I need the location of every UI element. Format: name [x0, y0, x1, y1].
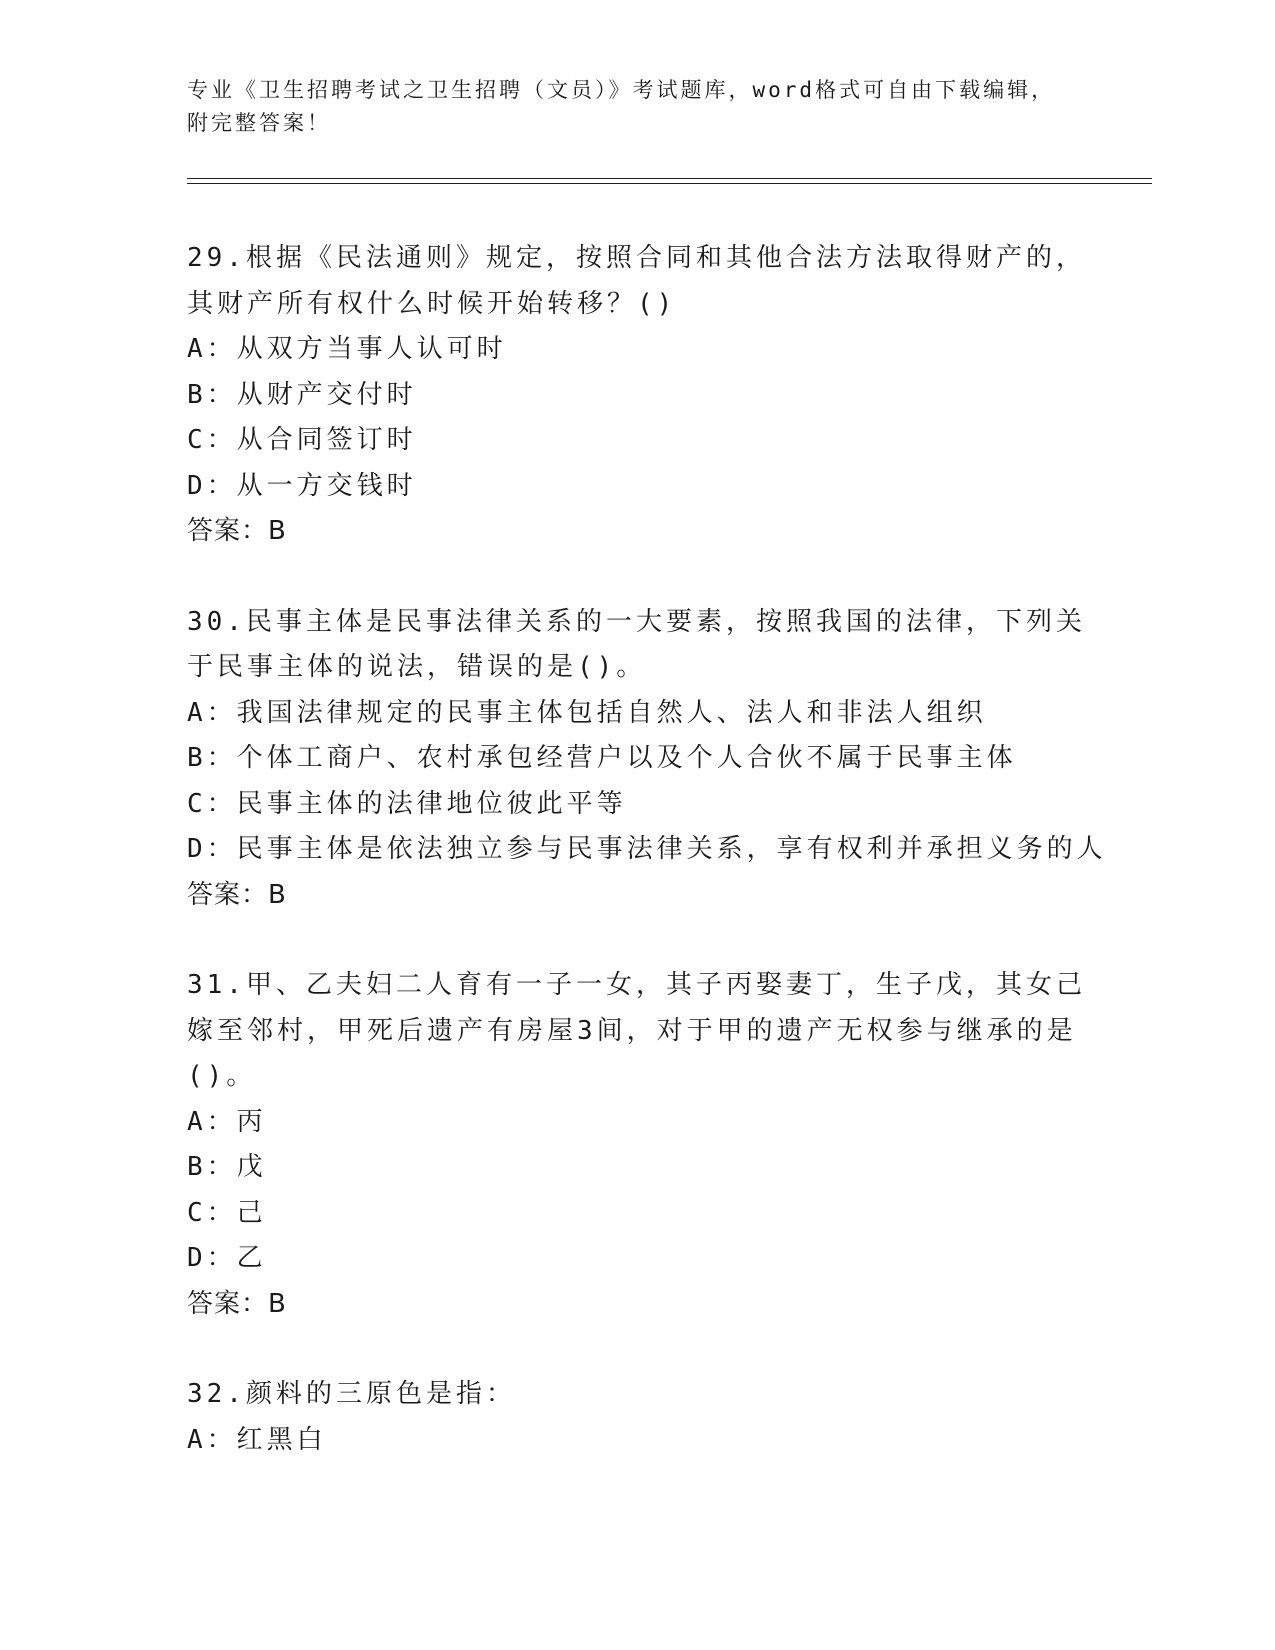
question-stem: 31.甲、乙夫妇二人育有一子一女，其子丙娶妻丁，生子戊，其女己嫁至邻村，甲死后遗产有房屋3间，对于甲的遗产无权参与继承的是()。	[187, 970, 1086, 1091]
option-b: B：戊	[187, 1152, 267, 1182]
question-stem: 29.根据《民法通则》规定，按照合同和其他合法方法取得财产的，其财产所有权什么时候开始转移？()	[187, 243, 1086, 319]
question-31	[187, 963, 1087, 1327]
question-30	[187, 600, 1107, 919]
option-d: D：从一方交钱时	[187, 470, 417, 501]
question-stem: 30.民事主体是民事法律关系的一大要素，按照我国的法律，下列关于民事主体的说法，错误的是()。	[187, 606, 1086, 682]
header-rule-bottom	[187, 183, 1152, 184]
option-c: C：从合同签订时	[187, 425, 417, 455]
option-b: B：个体工商户、农村承包经营户以及个人合伙不属于民事主体	[187, 743, 1017, 773]
document-header: 专业《卫生招聘考试之卫生招聘（文员）》考试题库，word格式可自由下载编辑，附完整答案！	[187, 78, 1056, 135]
header-rule-top	[187, 178, 1152, 179]
option-b: B：从财产交付时	[187, 379, 417, 410]
question-list	[187, 236, 1107, 1463]
answer-line: 答案：B	[187, 1288, 287, 1319]
question-stem: 32.颜料的三原色是指：	[187, 1379, 516, 1409]
option-a: A：红黑白	[187, 1424, 327, 1455]
option-c: C：民事主体的法律地位彼此平等	[187, 788, 627, 819]
question-29	[187, 236, 1087, 555]
option-a: A：丙	[187, 1106, 267, 1137]
option-a: A：我国法律规定的民事主体包括自然人、法人和非法人组织	[187, 697, 987, 728]
question-32	[187, 1372, 1087, 1463]
option-d: D：民事主体是依法独立参与民事法律关系，享有权利并承担义务的人	[187, 834, 1107, 864]
option-a: A：从双方当事人认可时	[187, 334, 507, 364]
answer-line: 答案：B	[187, 516, 287, 546]
option-c: C：己	[187, 1197, 267, 1228]
option-d: D：乙	[187, 1243, 267, 1273]
answer-line: 答案：B	[187, 879, 287, 910]
